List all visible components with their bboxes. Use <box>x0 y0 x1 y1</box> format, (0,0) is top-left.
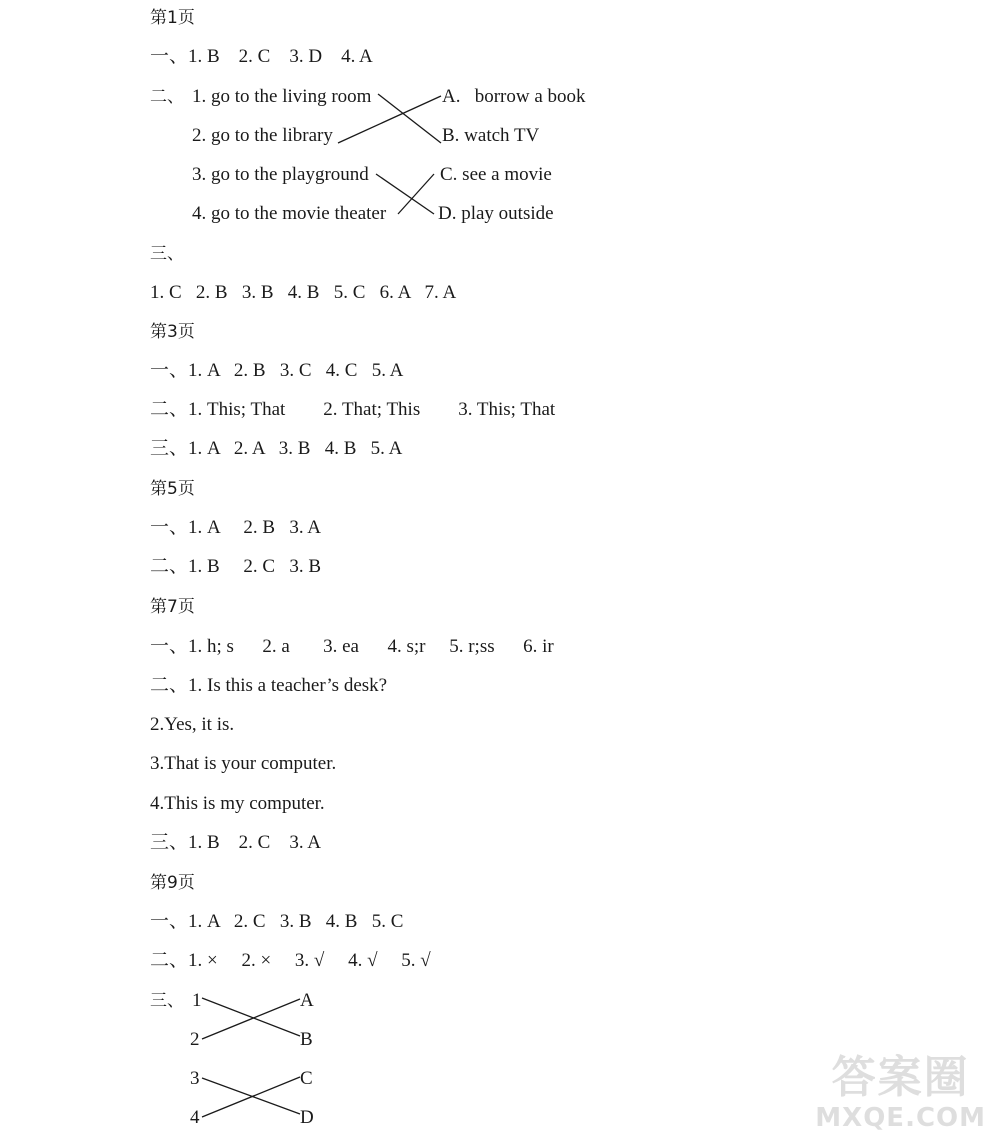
p1-match-left-2: 2. go to the library <box>192 125 333 146</box>
p9-match-right-d: D <box>300 1107 314 1128</box>
p7-section-2-line-2: 2.Yes, it is. <box>150 714 235 735</box>
p1-match-right-d: D. play outside <box>438 203 554 224</box>
p3-section-2-answers: 二、1. This; That 2. That; This 3. This; That <box>150 399 556 420</box>
p7-section-2-line-3: 3.That is your computer. <box>150 753 337 774</box>
page-7-heading: 第7页 <box>150 597 195 617</box>
p1-match-right-b: B. watch TV <box>442 125 540 146</box>
p1-match-left-1: 1. go to the living room <box>192 86 372 107</box>
p1-section-1-answers: 一、1. B 2. C 3. D 4. A <box>150 46 373 67</box>
p9-line-3-d <box>202 1078 300 1114</box>
p1-section-3-answers: 1. C 2. B 3. B 4. B 5. C 6. A 7. A <box>150 282 457 303</box>
page-9-heading: 第9页 <box>150 873 195 893</box>
p9-line-1-b <box>202 998 300 1036</box>
p1-match-right-a: A. borrow a book <box>442 86 586 107</box>
p5-section-2-answers: 二、1. B 2. C 3. B <box>150 556 322 577</box>
p7-section-3-answers: 三、1. B 2. C 3. A <box>150 832 322 853</box>
p1-line-4-c <box>398 174 434 214</box>
p9-match-right-a: A <box>300 990 314 1011</box>
p5-section-1-answers: 一、1. A 2. B 3. A <box>150 517 322 538</box>
p9-match-left-2: 2 <box>190 1029 200 1050</box>
p1-match-right-c: C. see a movie <box>440 164 552 185</box>
p9-match-right-b: B <box>300 1029 313 1050</box>
p9-section-3-mark: 三、 <box>150 991 184 1011</box>
watermark-line-2: MXQE.COM <box>815 1103 986 1133</box>
p1-line-1-b <box>378 94 441 143</box>
p3-section-3-answers: 三、1. A 2. A 3. B 4. B 5. A <box>150 438 403 459</box>
p1-section-2-mark: 二、 <box>150 87 184 107</box>
page-3-heading: 第3页 <box>150 322 195 342</box>
page-5-heading: 第5页 <box>150 479 195 499</box>
p9-match-left-1: 1 <box>192 990 202 1011</box>
p3-section-1-answers: 一、1. A 2. B 3. C 4. C 5. A <box>150 360 404 381</box>
p9-match-left-4: 4 <box>190 1107 200 1128</box>
watermark-line-1: 答案圈 <box>831 1052 970 1103</box>
p1-section-3-mark: 三、 <box>150 244 184 264</box>
p9-line-2-a <box>202 999 300 1039</box>
p1-match-left-3: 3. go to the playground <box>192 164 369 185</box>
p9-match-right-c: C <box>300 1068 313 1089</box>
p7-section-2-line-4: 4.This is my computer. <box>150 793 325 814</box>
p9-match-left-3: 3 <box>190 1068 200 1089</box>
watermark-logo <box>815 1053 986 1133</box>
p7-section-2-line-1: 二、1. Is this a teacher’s desk? <box>150 675 388 696</box>
p9-line-4-c <box>202 1077 300 1117</box>
p9-section-1-answers: 一、1. A 2. C 3. B 4. B 5. C <box>150 911 404 932</box>
p7-section-1-answers: 一、1. h; s 2. a 3. ea 4. s;r 5. r;ss 6. ir <box>150 636 554 657</box>
page-1-heading: 第1页 <box>150 8 195 28</box>
p1-match-left-4: 4. go to the movie theater <box>192 203 387 224</box>
p9-section-2-answers: 二、1. × 2. × 3. √ 4. √ 5. √ <box>150 950 431 971</box>
